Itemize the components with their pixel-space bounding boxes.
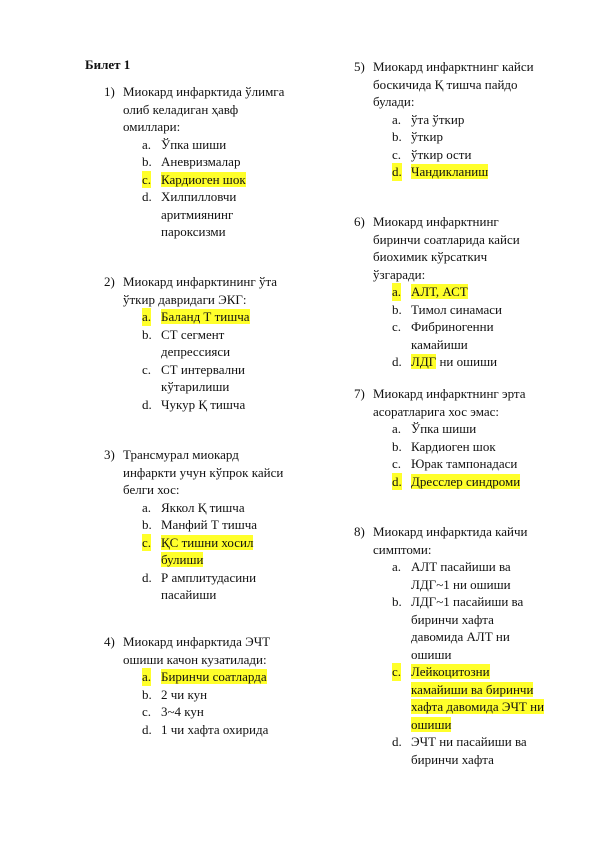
question-text: Миокард инфарктида кайчи симптоми: — [373, 524, 528, 557]
question-text: Миокард инфарктининг ўта ўткир давридаги ЭКГ: — [123, 274, 278, 307]
option-text: Чукур Қ тишча — [161, 396, 246, 412]
question-number: 2) — [104, 274, 115, 289]
option-letter: a. — [142, 136, 152, 152]
question-number: 8) — [354, 524, 365, 539]
option-letter: b. — [392, 594, 402, 609]
option-letter: d. — [392, 164, 402, 179]
option-text: АЛТ пасайиши ва ЛДГ~1 ни ошиши — [411, 559, 511, 592]
answer-options — [142, 136, 314, 241]
option-text: ҚС тишни хосил булиши — [161, 534, 254, 567]
answer-options — [392, 420, 574, 490]
answer-option — [142, 721, 314, 739]
option-text: АЛТ, АСТ — [411, 284, 468, 299]
option-text: ЭЧТ ни пасайиши ва биринчи хафта — [411, 734, 527, 767]
question-2 — [104, 273, 314, 413]
answer-options — [142, 308, 314, 413]
answer-option — [142, 326, 314, 361]
option-letter: b. — [142, 686, 152, 702]
answer-option — [392, 733, 574, 768]
answer-option — [142, 516, 314, 534]
option-text: Баланд Т тишча — [161, 309, 250, 324]
question-text: Трансмурал миокард инфаркти учун кўпрок кайси белги хос: — [123, 447, 284, 497]
question-6 — [354, 213, 574, 371]
question-text: Миокард инфарктида ЭЧТ ошиши качон кузатилади: — [123, 634, 271, 667]
question-7 — [354, 385, 574, 490]
answer-option — [142, 569, 314, 604]
option-letter: c. — [392, 319, 402, 334]
question-1 — [104, 83, 314, 241]
answer-options — [392, 111, 574, 181]
answer-option — [142, 686, 314, 704]
option-letter: c. — [142, 534, 152, 550]
answer-options — [142, 668, 314, 738]
option-text: Фибриногенни камайиши — [411, 319, 494, 352]
option-text: 1 чи хафта охирида — [161, 721, 269, 737]
question-8 — [354, 523, 574, 768]
option-letter: d. — [142, 569, 152, 585]
option-text: Р амплитудасини пасайиши — [161, 569, 257, 602]
question-text: Миокард инфарктнинг эрта асоратларига хос эмас: — [373, 386, 526, 419]
option-letter: d. — [142, 189, 152, 204]
option-letter: a. — [142, 309, 152, 324]
option-letter: c. — [142, 361, 152, 377]
answer-option — [142, 153, 314, 171]
option-text: Манфий Т тишча — [161, 517, 258, 532]
answer-option — [142, 396, 314, 414]
answer-option — [392, 301, 574, 319]
option-letter: d. — [142, 721, 152, 737]
answer-option — [142, 171, 314, 189]
option-letter: d. — [392, 354, 402, 369]
option-letter: b. — [392, 438, 402, 454]
option-letter: b. — [142, 154, 152, 169]
question-text: Миокард инфарктнинг кайси боскичида Қ тишча пайдо булади: — [373, 59, 534, 109]
option-letter: a. — [142, 669, 152, 684]
answer-option — [392, 455, 574, 473]
option-text: Аневризмалар — [161, 154, 241, 169]
option-letter: a. — [142, 499, 152, 515]
option-text: 2 чи кун — [161, 686, 208, 702]
answer-option — [142, 136, 314, 154]
answer-option — [392, 128, 574, 146]
option-text: Кардиоген шок — [161, 171, 246, 187]
option-text: Юрак тампонадаси — [411, 456, 518, 471]
question-number: 3) — [104, 447, 115, 462]
question-number: 5) — [354, 59, 365, 74]
option-text: СТ сегмент депрессияси — [161, 326, 231, 359]
question-number: 6) — [354, 214, 365, 229]
answer-options — [142, 499, 314, 604]
option-letter: a. — [392, 111, 402, 127]
option-text: СТ интервални кўтарилиши — [161, 361, 245, 394]
option-letter: a. — [392, 421, 402, 436]
option-letter: a. — [392, 559, 402, 574]
question-number: 4) — [104, 634, 115, 649]
question-text: Миокард инфарктида ўлимга олиб келадиган ҳавф омиллари: — [123, 84, 285, 134]
answer-option — [392, 558, 574, 593]
answer-option — [392, 318, 574, 353]
answer-option — [142, 534, 314, 569]
option-letter: c. — [392, 146, 402, 162]
answer-option — [392, 438, 574, 456]
answer-option — [392, 111, 574, 129]
answer-option — [142, 499, 314, 517]
answer-option — [142, 188, 314, 241]
option-text: ЛДГ~1 пасайиши ва биринчи хафта давомида АЛТ ни ошиши — [411, 594, 524, 662]
option-text: Тимол синамаси — [411, 301, 502, 317]
question-number: 1) — [104, 84, 115, 99]
answer-options — [392, 283, 574, 371]
option-text: Яккол Қ тишча — [161, 499, 245, 515]
option-text: ЛДГ ни ошиши — [411, 354, 498, 369]
option-text: Дресслер синдроми — [411, 473, 521, 489]
ticket-title: Билет 1 — [85, 57, 131, 72]
answer-option — [392, 283, 574, 301]
answer-option — [392, 353, 574, 371]
answer-option — [392, 473, 574, 491]
option-letter: c. — [392, 664, 402, 679]
option-text: Хилпилловчи аритмиянинг пароксизми — [161, 189, 237, 239]
option-letter: b. — [392, 129, 402, 144]
option-text: Ўпка шиши — [161, 136, 227, 152]
option-text: ўта ўткир — [411, 111, 465, 127]
option-letter: c. — [142, 171, 152, 187]
option-text: Лейкоцитозни камайиши ва биринчи хафта давомида ЭЧТ ни ошиши — [411, 664, 545, 732]
answer-option — [392, 593, 574, 663]
option-letter: b. — [392, 301, 402, 317]
option-text: 3~4 кун — [161, 704, 204, 719]
option-text: Кардиоген шок — [411, 438, 496, 454]
option-text: Чандикланиш — [411, 164, 489, 179]
question-4 — [104, 633, 314, 738]
answer-option — [392, 663, 574, 733]
option-letter: d. — [392, 734, 402, 749]
answer-option — [142, 361, 314, 396]
question-5 — [354, 58, 574, 181]
option-letter: d. — [142, 396, 152, 412]
answer-options — [392, 558, 574, 768]
question-number: 7) — [354, 386, 365, 401]
option-letter: b. — [142, 326, 152, 342]
answer-option — [392, 146, 574, 164]
option-letter: b. — [142, 517, 152, 532]
answer-option — [142, 703, 314, 721]
option-text: ўткир ости — [411, 146, 472, 162]
option-letter: a. — [392, 284, 402, 299]
answer-option — [142, 308, 314, 326]
option-text: Ўпка шиши — [411, 421, 477, 436]
option-letter: d. — [392, 473, 402, 489]
option-letter: c. — [392, 456, 402, 471]
option-letter: c. — [142, 704, 152, 719]
option-text: ўткир — [411, 129, 443, 144]
question-text: Миокард инфарктнинг биринчи соатларида кайси биохимик кўрсаткич ўзгаради: — [373, 214, 520, 282]
option-text: Биринчи соатларда — [161, 669, 267, 684]
question-3 — [104, 446, 314, 604]
answer-option — [142, 668, 314, 686]
answer-option — [392, 163, 574, 181]
answer-option — [392, 420, 574, 438]
